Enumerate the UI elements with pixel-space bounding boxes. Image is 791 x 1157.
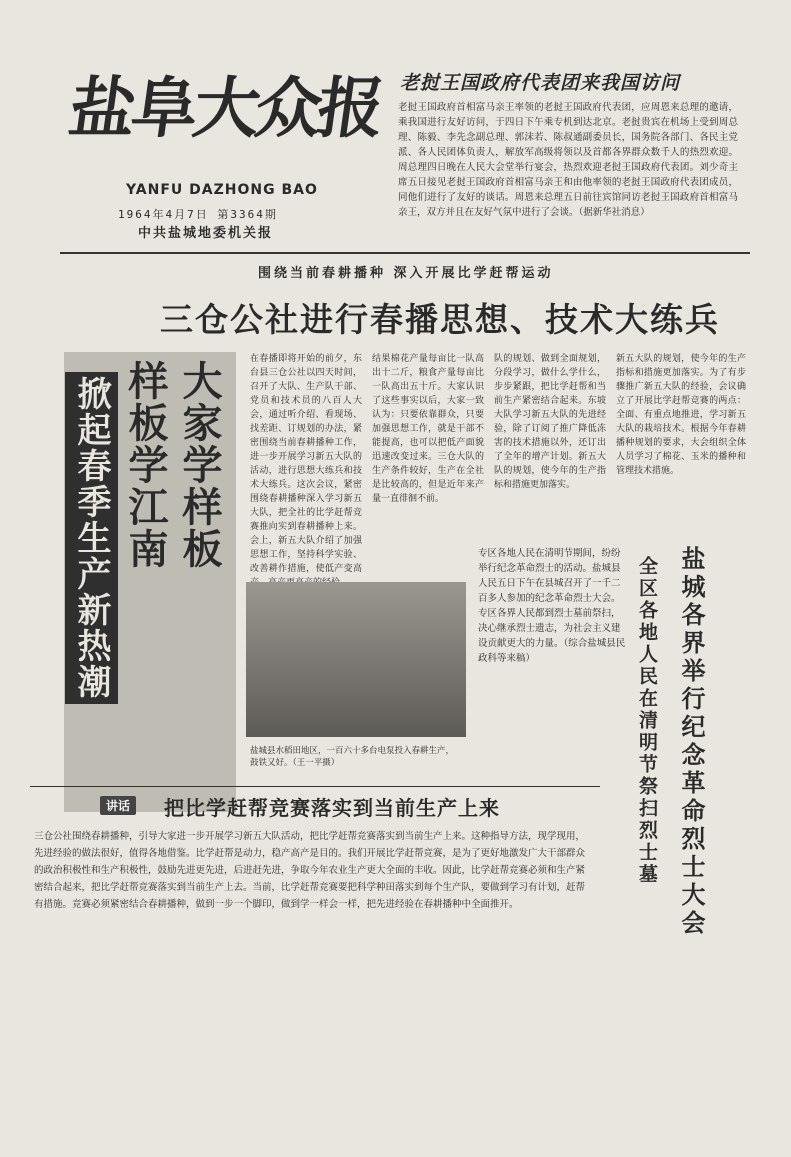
main-column-1: 在春播即将开始的前夕，东台县三仓公社以四天时间，召开了大队、生产队干部、党员和技术员的八百人大会，通过听介绍、看现场、找差距、订规划的办法，紧密围绕当前春耕播种工作，进一步开展学习新五大队的活动，进行思想大练兵和技术大练兵。这次会议，紧密围绕春耕播种深入学习新五大队，把全社的比学赶帮竞赛推向实到春耕播种上来。会上，新五大队介绍了加强思想工作，坚持科学实验、改善耕作措施，使低产变高	[250, 354, 362, 574]
side-headline-2: 全区各地人民在清明节祭扫烈士墓	[636, 556, 658, 886]
lead-body: 老挝王国政府首相富马亲王率领的老挝王国政府代表团，应周恩来总理的邀请，乘我国进行友好访问，于四日下午乘专机到达北京。老挝贵宾在机场上受到周总理、陈毅、李先念副总理、郭沫若、陈叔通副委员长，国务院各部门、各民主党派、各人民团体负责人，解放军高级将领以及首都各界群众数千人的热烈欢迎。周总理四日晚在人民大会堂举行宴会，热烈欢迎老挝王国政府代表团。刘少奇主席五日接见老挝王国政府首相富马亲王和由他率领的老挝王国政府代表团成员，同他们进行了友好的谈话。周恩来总理五日前往宾馆同访老挝王国政府首相富马亲王，双方并且在友好气氛中进行了会谈。（据新华社消息）	[398, 102, 738, 218]
news-photo	[246, 582, 466, 737]
slogan-2: 样板学江南	[122, 360, 169, 570]
main-column-4: 新五大队的规划，使今年的生产指标和措施更加落实。为了有步骤推广新五大队的经验，会议确立了开展比学赶帮竞赛的两点：全面、有重点地推进，学习新五大队的栽培技术。根据今年春耕播种规划的要求，大会组织全体人员学习了棉花、玉米的播种和管理技术措施。	[616, 354, 746, 476]
commentary-headline: 把比学赶帮竞赛落实到当前生产上来	[164, 796, 500, 820]
slogan-1: 大家学样板	[176, 360, 223, 570]
main-column-2: 结果棉花产量每亩比一队高出十二斤，粮食产量每亩比一队高出五十斤。大家认识了这些事实以后，大家一致认为：只要依靠群众，只要加强思想工作，就是干部不能提高，也可以把低产面貌迅速改变过来。三仓大队的生产条件较好，生产在全社是比较高的，但是近年来产量一直徘徊不前。	[372, 354, 484, 504]
main-headline: 三仓公社进行春播思想、技术大练兵	[160, 300, 720, 339]
main-pre-headline: 围绕当前春耕播种 深入开展比学赶帮运动	[258, 266, 554, 281]
masthead-pinyin: YANFU DAZHONG BAO	[126, 182, 318, 198]
slogan-3: 掀起春季生产新热潮	[65, 372, 118, 704]
commentary-badge: 讲话	[100, 796, 136, 815]
side-body: 专区各地人民在清明节期间，纷纷举行纪念革命烈士的活动。盐城县人民五日下午在县城召开了一千二百多人参加的纪念革命烈士大会。专区各界人民都到烈士墓前祭扫，决心继承烈士遗志，为社会主义建设贡献更大的力量。（综合盐城县民政科等来稿）	[478, 548, 626, 664]
main-column-3: 队的规划、做到全面规划，分段学习，做什么学什么，步步紧跟，把比学赶帮和当前生产紧密结合起来。东坡大队学习新五大队的先进经验，除了订阅了推广降低冻害的技术措施以外，还订出了全年的增产计划。新五大队的规划，使今年的生产指标和措施更加落实。	[494, 354, 606, 490]
masthead-dateline: 1964年4月7日 第3364期	[118, 208, 278, 221]
lead-headline: 老挝王国政府代表团来我国访问	[400, 72, 681, 94]
masthead-organ: 中共盐城地委机关报	[138, 226, 274, 241]
divider	[30, 786, 600, 787]
divider	[60, 252, 750, 254]
photo-caption: 盐城县水稻田地区，一百六十多台电泵投入春耕生产，鼓铁又好。（王一平摄）	[250, 746, 455, 768]
commentary-body: 三仓公社围绕春耕播种，引导大家进一步开展学习新五大队活动，把比学赶帮竞赛落实到当前生产上来。这种指导方法，现学现用，先进经验的做法很好，值得各地借鉴。比学赶帮是动力，稳产高产是目的。我们开展比学赶帮竞赛，是为了更好地激发广大干部群众的政治积极性和生产积极性，鼓励先进更先进，后进赶先进，争取今年农业生产更大全面的丰收。因此，比学赶帮竞赛必须和生产紧密结合起来，把比学赶帮竞赛落实到当前生产上去。当前，比学赶帮竞赛要把科学种田落实到每个生产队，要做到学习有计划，赶帮有措施。竞赛必须紧密结合春耕播种，做到一步一个脚印，做到学一样会一样，把先进经验在春耕播种中全面推开。	[34, 831, 586, 910]
side-headline-1: 盐城各界举行纪念革命烈士大会	[677, 546, 706, 938]
masthead-title: 盐阜大众报	[64, 69, 386, 147]
slogan-box	[64, 352, 236, 812]
